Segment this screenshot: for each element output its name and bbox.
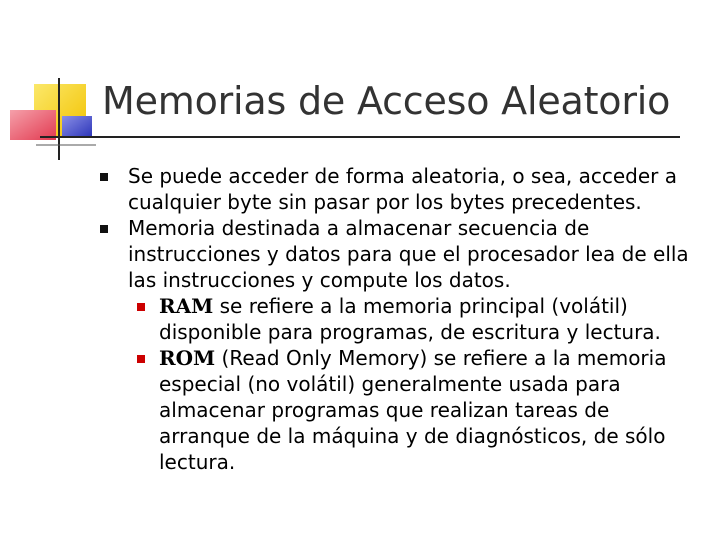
bullet-text: Memoria destinada a almacenar secuencia de instrucciones y datos para que el procesador lea de ella las instrucciones y compute los datos.: [128, 216, 689, 292]
title-divider: [40, 136, 680, 138]
sub-bullet-text: (Read Only Memory) se refiere a la memoria especial (no volátil) generalmente usada para almacenar programas que realizan tareas de arranque de la máquina y de diagnósticos, de sólo lectura.: [159, 346, 667, 474]
page-title: Memorias de Acceso Aleatorio: [102, 79, 671, 123]
sub-bullet-list: [128, 293, 700, 475]
red-square-bullet-icon: [137, 355, 145, 363]
red-square-bullet-icon: [137, 303, 145, 311]
term-rom: ROM: [159, 346, 216, 370]
sub-bullet-text: se refiere a la memoria principal (volátil) disponible para programas, de escritura y lectura.: [159, 294, 661, 344]
bullet-text: Se puede acceder de forma aleatoria, o sea, acceder a cualquier byte sin pasar por los bytes precedentes.: [128, 164, 678, 214]
square-bullet-icon: [100, 225, 108, 233]
slide-logo-decoration: [0, 0, 110, 170]
list-item: [100, 215, 700, 475]
list-item: [100, 163, 700, 215]
list-item: [128, 293, 700, 345]
logo-blue-square: [62, 116, 92, 138]
term-ram: RAM: [159, 294, 214, 318]
list-item: [128, 345, 700, 475]
bullet-list: [100, 163, 700, 475]
square-bullet-icon: [100, 173, 108, 181]
